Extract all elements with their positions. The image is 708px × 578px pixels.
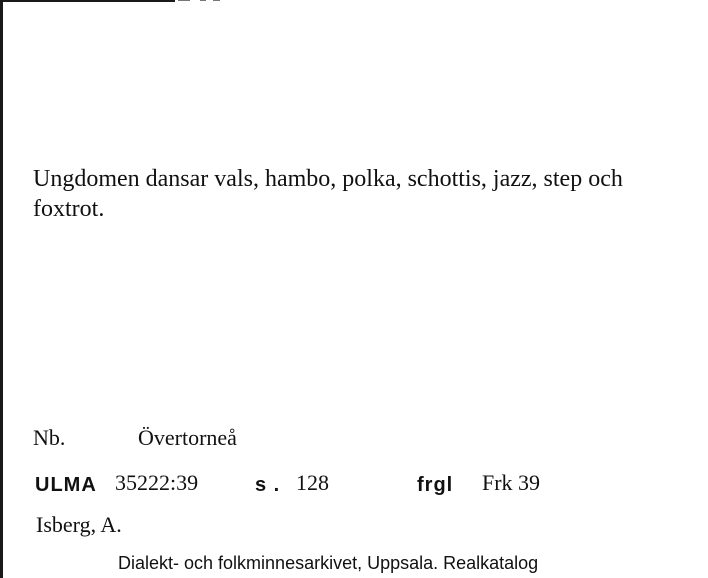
archive-footer: Dialekt- och folkminnesarkivet, Uppsala. Realkatalog — [118, 553, 539, 573]
scan-speck — [200, 0, 206, 1]
page-number: 128 — [296, 470, 329, 495]
questionnaire-value: Frk 39 — [482, 470, 541, 495]
recorder-name: Isberg, A. — [36, 512, 122, 537]
page-label: s . — [255, 474, 281, 496]
archive-number: 35222:39 — [115, 470, 199, 495]
place-name: Övertorneå — [138, 425, 237, 450]
archive-label: ULMA — [35, 474, 97, 496]
scan-speck — [178, 0, 190, 1]
category-label: Nb. — [33, 425, 66, 450]
questionnaire-label: frgl — [417, 474, 454, 496]
card-left-border — [0, 0, 3, 578]
card-description: Ungdomen dansar vals, hambo, polka, schottis, jazz, step och foxtrot. — [33, 166, 623, 222]
card-top-border — [0, 0, 175, 2]
scan-speck — [213, 0, 220, 1]
